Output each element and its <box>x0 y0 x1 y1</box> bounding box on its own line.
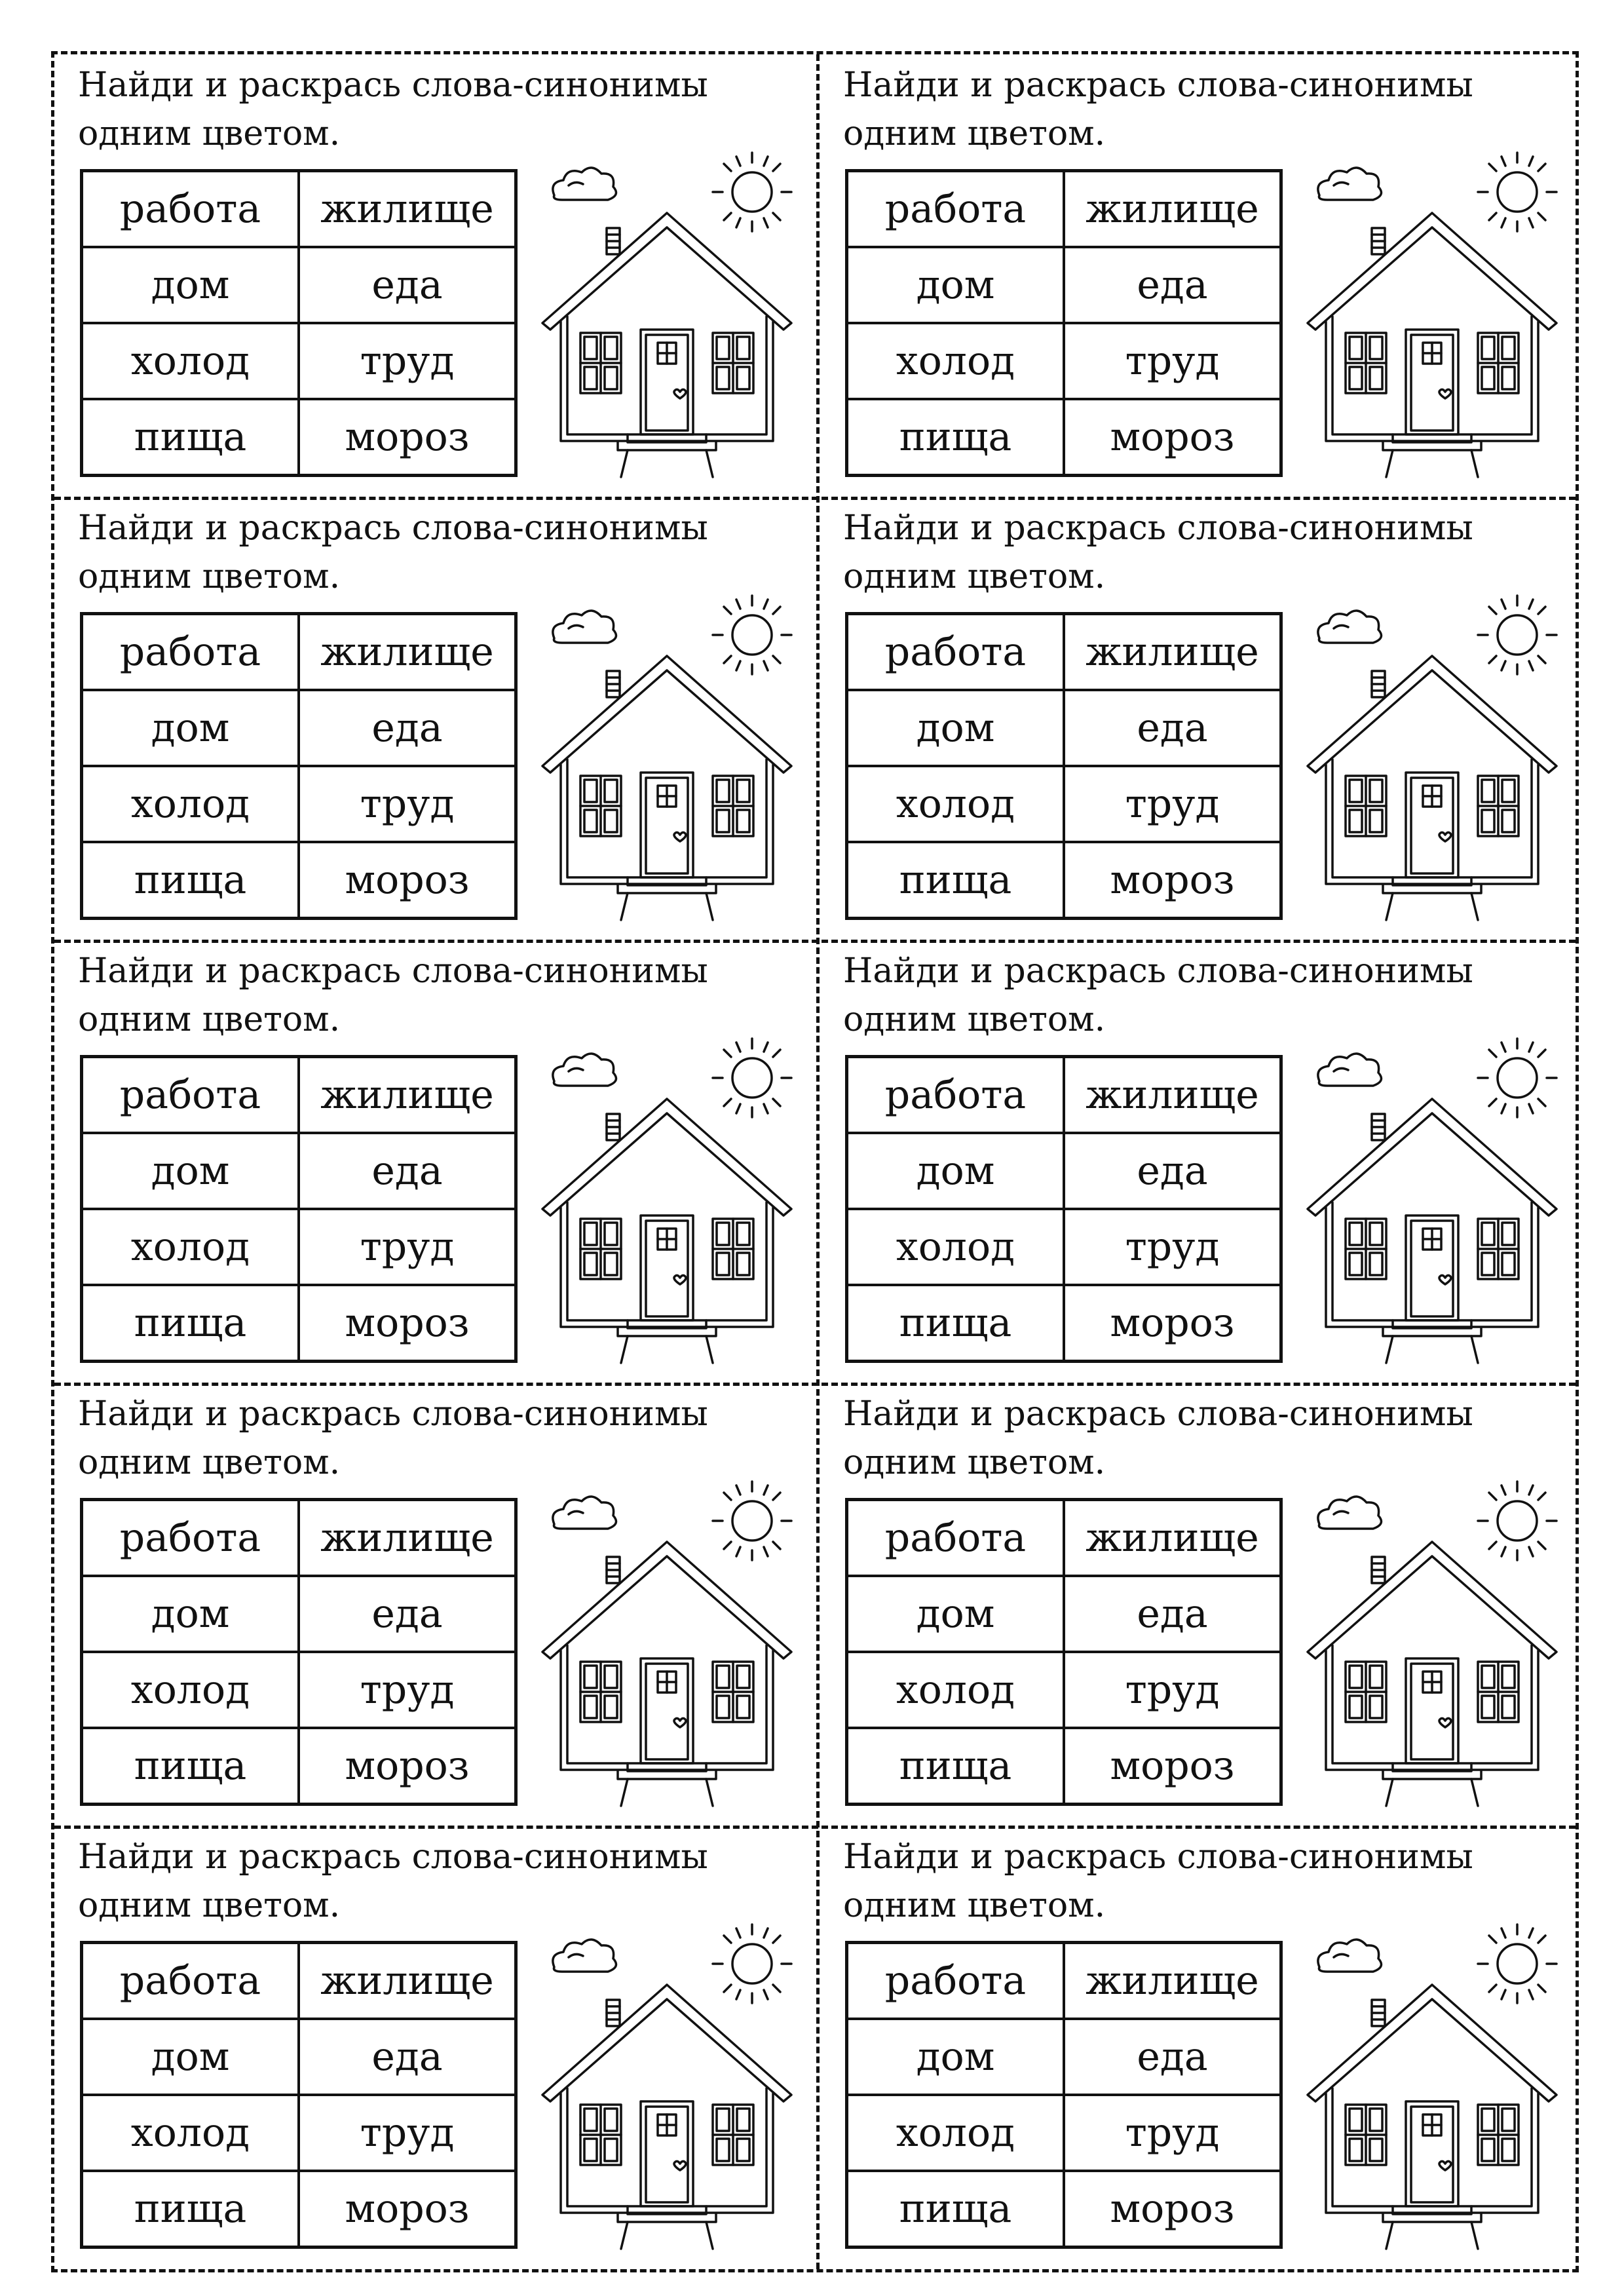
sun-icon <box>713 1482 791 1560</box>
cloud-icon <box>1318 1497 1382 1529</box>
table-row <box>847 247 1281 323</box>
instruction-line-2: одним цветом. <box>78 1886 341 1925</box>
word-cell[interactable]: мороз <box>1064 1285 1281 1361</box>
table-row <box>82 1500 516 1576</box>
table-row <box>82 1133 516 1209</box>
word-cell[interactable]: труд <box>299 1209 516 1285</box>
word-table <box>80 612 518 920</box>
sun-icon <box>1478 153 1557 231</box>
synonym-card <box>820 1383 1573 1816</box>
synonym-card <box>820 54 1573 487</box>
word-cell[interactable]: жилище <box>1064 614 1281 690</box>
table-row <box>847 323 1281 399</box>
word-cell[interactable]: дом <box>82 1576 299 1652</box>
table-row <box>847 2095 1281 2171</box>
instruction-line-1: Найди и раскрась слова-синонимы <box>843 66 1473 105</box>
house-icon <box>1294 1905 1576 2252</box>
house-icon <box>529 1019 811 1366</box>
table-row <box>847 399 1281 475</box>
table-row <box>82 766 516 842</box>
word-cell[interactable]: работа <box>82 171 299 247</box>
table-row <box>82 2095 516 2171</box>
instruction-line-1: Найди и раскрась слова-синонимы <box>78 66 708 105</box>
instruction-line-2: одним цветом. <box>843 1886 1106 1925</box>
word-table <box>845 612 1283 920</box>
table-row <box>82 1652 516 1728</box>
word-cell[interactable]: еда <box>1064 247 1281 323</box>
word-cell[interactable]: пища <box>82 1728 299 1804</box>
word-cell[interactable]: холод <box>847 766 1065 842</box>
cloud-icon <box>1318 611 1382 643</box>
instruction-line-1: Найди и раскрась слова-синонимы <box>78 1394 708 1434</box>
word-cell[interactable]: мороз <box>1064 399 1281 475</box>
house-icon <box>529 133 811 480</box>
word-cell[interactable]: холод <box>82 323 299 399</box>
instruction-line-2: одним цветом. <box>843 1000 1106 1039</box>
house-illustration <box>529 576 811 923</box>
cloud-icon <box>553 1940 616 1972</box>
word-cell[interactable]: холод <box>847 1209 1065 1285</box>
word-cell[interactable]: труд <box>1064 1209 1281 1285</box>
synonym-card <box>54 1383 808 1816</box>
table-row <box>847 842 1281 918</box>
word-cell[interactable]: пища <box>82 399 299 475</box>
word-cell[interactable]: пища <box>847 1728 1065 1804</box>
cloud-icon <box>553 611 616 643</box>
word-cell[interactable]: жилище <box>299 171 516 247</box>
house-illustration <box>1294 133 1576 480</box>
table-row <box>847 1500 1281 1576</box>
word-cell[interactable]: холод <box>847 1652 1065 1728</box>
instruction-line-2: одним цветом. <box>843 557 1106 596</box>
word-cell[interactable]: дом <box>847 1576 1065 1652</box>
instruction-line-1: Найди и раскрась слова-синонимы <box>843 1837 1473 1877</box>
sun-icon <box>713 1039 791 1117</box>
word-cell[interactable]: дом <box>82 247 299 323</box>
sun-icon <box>713 153 791 231</box>
instruction-line-2: одним цветом. <box>843 1443 1106 1482</box>
word-cell[interactable]: жилище <box>299 1943 516 2019</box>
word-cell[interactable]: холод <box>82 766 299 842</box>
word-cell[interactable]: жилище <box>1064 1500 1281 1576</box>
table-row <box>847 1943 1281 2019</box>
table-row <box>82 1209 516 1285</box>
house-icon <box>1294 1462 1576 1809</box>
word-cell[interactable]: труд <box>1064 2095 1281 2171</box>
house-illustration <box>1294 576 1576 923</box>
table-row <box>82 247 516 323</box>
table-row <box>847 1652 1281 1728</box>
house-illustration <box>529 133 811 480</box>
cloud-icon <box>553 168 616 200</box>
table-row <box>847 1057 1281 1133</box>
synonym-card <box>54 940 808 1373</box>
table-row <box>847 1728 1281 1804</box>
word-cell[interactable]: работа <box>82 1943 299 2019</box>
table-row <box>82 842 516 918</box>
word-cell[interactable]: пища <box>847 1285 1065 1361</box>
table-row <box>847 1209 1281 1285</box>
word-cell[interactable]: еда <box>1064 2019 1281 2095</box>
instruction-line-1: Найди и раскрась слова-синонимы <box>843 951 1473 991</box>
word-cell[interactable]: работа <box>847 1943 1065 2019</box>
word-table <box>80 169 518 477</box>
word-cell[interactable]: труд <box>1064 323 1281 399</box>
word-cell[interactable]: мороз <box>299 399 516 475</box>
house-illustration <box>1294 1905 1576 2252</box>
synonym-card <box>820 1826 1573 2259</box>
word-cell[interactable]: еда <box>299 247 516 323</box>
table-row <box>82 690 516 766</box>
word-cell[interactable]: работа <box>847 1500 1065 1576</box>
word-cell[interactable]: еда <box>1064 690 1281 766</box>
synonym-card <box>820 497 1573 930</box>
word-cell[interactable]: холод <box>82 1209 299 1285</box>
house-icon <box>529 1905 811 2252</box>
instruction-line-1: Найди и раскрась слова-синонимы <box>78 951 708 991</box>
cloud-icon <box>553 1497 616 1529</box>
instruction-line-1: Найди и раскрась слова-синонимы <box>843 1394 1473 1434</box>
word-cell[interactable]: пища <box>847 2171 1065 2247</box>
instruction-line-2: одним цветом. <box>78 1000 341 1039</box>
word-cell[interactable]: дом <box>82 690 299 766</box>
house-illustration <box>529 1462 811 1809</box>
word-cell[interactable]: работа <box>82 614 299 690</box>
synonym-card <box>54 1826 808 2259</box>
house-illustration <box>1294 1019 1576 1366</box>
house-icon <box>529 576 811 923</box>
word-cell[interactable]: холод <box>82 2095 299 2171</box>
table-row <box>847 614 1281 690</box>
word-table <box>80 1941 518 2249</box>
word-cell[interactable]: пища <box>82 2171 299 2247</box>
instruction-line-2: одним цветом. <box>78 1443 341 1482</box>
word-table <box>845 1055 1283 1363</box>
word-cell[interactable]: труд <box>299 2095 516 2171</box>
word-cell[interactable]: холод <box>82 1652 299 1728</box>
word-cell[interactable]: дом <box>82 2019 299 2095</box>
house-illustration <box>529 1905 811 2252</box>
sun-icon <box>1478 1482 1557 1560</box>
table-row <box>847 2019 1281 2095</box>
table-row <box>847 690 1281 766</box>
cloud-icon <box>1318 168 1382 200</box>
word-table <box>845 169 1283 477</box>
table-row <box>82 2019 516 2095</box>
table-row <box>82 323 516 399</box>
table-row <box>82 1728 516 1804</box>
word-cell[interactable]: еда <box>299 690 516 766</box>
instruction-line-2: одним цветом. <box>843 114 1106 153</box>
sun-icon <box>1478 1924 1557 2003</box>
table-row <box>82 1285 516 1361</box>
instruction-line-1: Найди и раскрась слова-синонимы <box>843 508 1473 548</box>
table-row <box>847 766 1281 842</box>
word-table <box>845 1941 1283 2249</box>
house-icon <box>1294 576 1576 923</box>
synonym-card <box>820 940 1573 1373</box>
table-row <box>847 1285 1281 1361</box>
instruction-line-1: Найди и раскрась слова-синонимы <box>78 508 708 548</box>
word-cell[interactable]: мороз <box>1064 2171 1281 2247</box>
table-row <box>82 2171 516 2247</box>
word-cell[interactable]: мороз <box>299 842 516 918</box>
word-cell[interactable]: холод <box>847 323 1065 399</box>
word-cell[interactable]: работа <box>847 171 1065 247</box>
word-cell[interactable]: жилище <box>299 1500 516 1576</box>
word-cell[interactable]: пища <box>82 1285 299 1361</box>
word-cell[interactable]: труд <box>299 323 516 399</box>
word-cell[interactable]: труд <box>1064 766 1281 842</box>
word-cell[interactable]: жилище <box>299 614 516 690</box>
word-table <box>845 1498 1283 1806</box>
word-cell[interactable]: дом <box>847 1133 1065 1209</box>
house-icon <box>1294 133 1576 480</box>
house-illustration <box>1294 1462 1576 1809</box>
word-cell[interactable]: мороз <box>299 1728 516 1804</box>
table-row <box>82 171 516 247</box>
sun-icon <box>1478 1039 1557 1117</box>
word-cell[interactable]: мороз <box>299 1285 516 1361</box>
word-cell[interactable]: дом <box>82 1133 299 1209</box>
word-cell[interactable]: труд <box>299 766 516 842</box>
house-illustration <box>529 1019 811 1366</box>
word-cell[interactable]: еда <box>299 1576 516 1652</box>
instruction-line-2: одним цветом. <box>78 557 341 596</box>
table-row <box>847 1576 1281 1652</box>
word-cell[interactable]: работа <box>82 1057 299 1133</box>
word-cell[interactable]: дом <box>847 247 1065 323</box>
word-cell[interactable]: работа <box>847 1057 1065 1133</box>
word-cell[interactable]: труд <box>299 1652 516 1728</box>
word-cell[interactable]: мороз <box>1064 1728 1281 1804</box>
word-cell[interactable]: дом <box>847 2019 1065 2095</box>
word-cell[interactable]: жилище <box>1064 1943 1281 2019</box>
word-cell[interactable]: еда <box>1064 1133 1281 1209</box>
instruction-line-1: Найди и раскрась слова-синонимы <box>78 1837 708 1877</box>
word-cell[interactable]: холод <box>847 2095 1065 2171</box>
sun-icon <box>713 596 791 674</box>
word-cell[interactable]: еда <box>1064 1576 1281 1652</box>
table-row <box>82 614 516 690</box>
word-cell[interactable]: жилище <box>1064 171 1281 247</box>
word-cell[interactable]: пища <box>82 842 299 918</box>
table-row <box>82 1943 516 2019</box>
word-cell[interactable]: жилище <box>299 1057 516 1133</box>
synonym-card <box>54 497 808 930</box>
word-cell[interactable]: еда <box>299 2019 516 2095</box>
cloud-icon <box>1318 1054 1382 1086</box>
word-cell[interactable]: жилище <box>1064 1057 1281 1133</box>
word-cell[interactable]: мороз <box>1064 842 1281 918</box>
table-row <box>847 1133 1281 1209</box>
word-cell[interactable]: труд <box>1064 1652 1281 1728</box>
word-cell[interactable]: работа <box>847 614 1065 690</box>
table-row <box>847 2171 1281 2247</box>
cloud-icon <box>553 1054 616 1086</box>
table-row <box>82 1576 516 1652</box>
worksheet-sheet <box>51 51 1579 2272</box>
word-cell[interactable]: пища <box>847 399 1065 475</box>
word-cell[interactable]: работа <box>82 1500 299 1576</box>
table-row <box>847 171 1281 247</box>
word-table <box>80 1498 518 1806</box>
synonym-card <box>54 54 808 487</box>
cloud-icon <box>1318 1940 1382 1972</box>
word-cell[interactable]: мороз <box>299 2171 516 2247</box>
sun-icon <box>713 1924 791 2003</box>
house-icon <box>529 1462 811 1809</box>
house-icon <box>1294 1019 1576 1366</box>
word-cell[interactable]: еда <box>299 1133 516 1209</box>
instruction-line-2: одним цветом. <box>78 114 341 153</box>
word-cell[interactable]: дом <box>847 690 1065 766</box>
table-row <box>82 1057 516 1133</box>
word-cell[interactable]: пища <box>847 842 1065 918</box>
word-table <box>80 1055 518 1363</box>
sun-icon <box>1478 596 1557 674</box>
table-row <box>82 399 516 475</box>
